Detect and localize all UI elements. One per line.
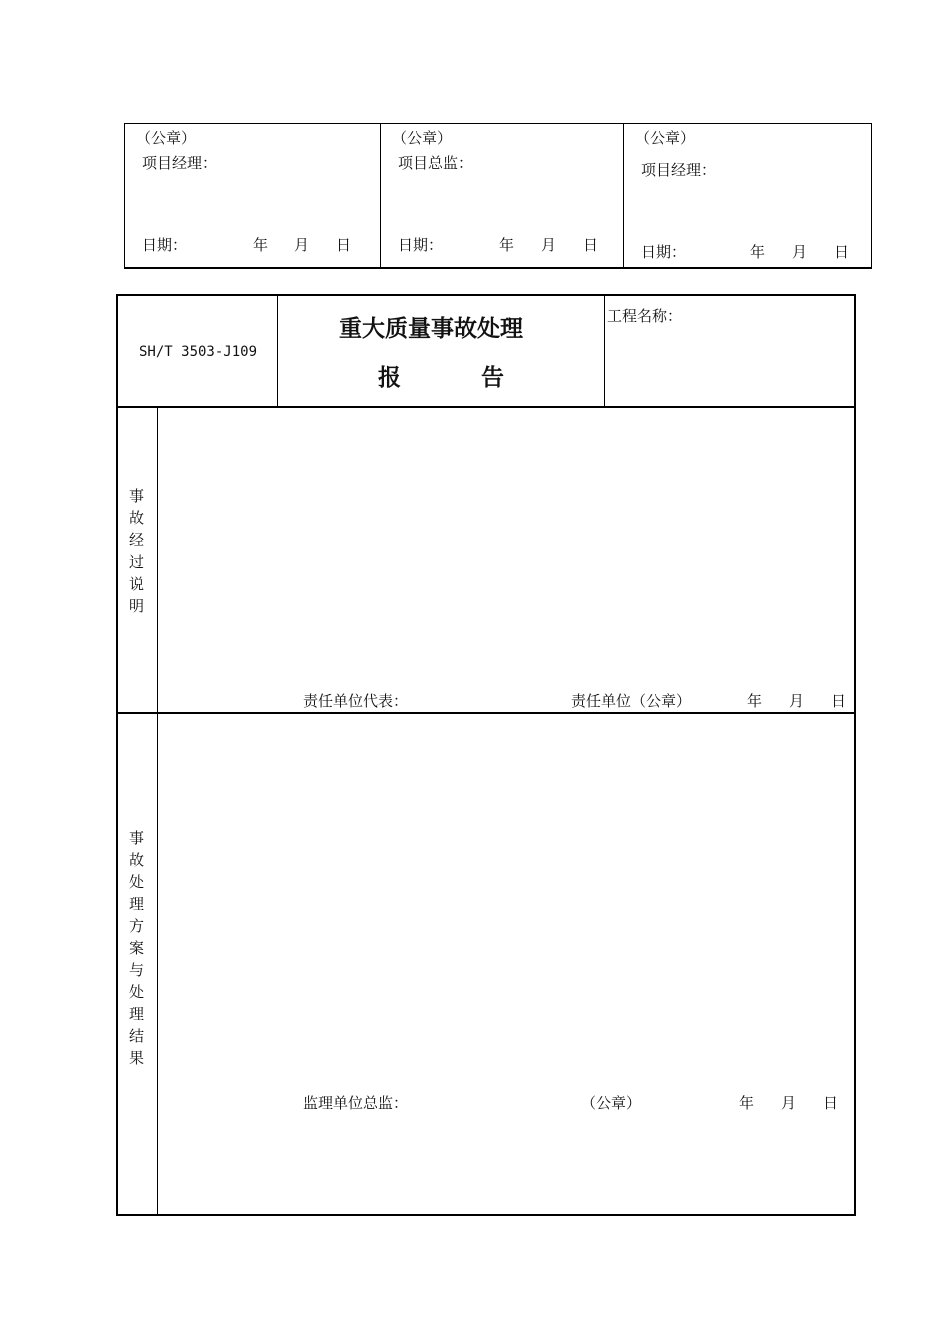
seal-label: （公章） [635,129,696,147]
month-label: 月 [541,236,557,254]
day-label: 日 [823,1094,839,1112]
responsible-seal-label: 责任单位（公章） [571,692,692,710]
day-label: 日 [834,243,850,261]
month-label: 月 [294,236,310,254]
year-label: 年 [253,236,269,254]
supervisor-label: 监理单位总监： [303,1094,409,1112]
role-label: 项目经理： [142,154,218,172]
seal-label: （公章） [136,129,197,147]
responsible-rep-label: 责任单位代表： [303,692,409,710]
form-code: SH/T 3503-J109 [139,344,258,360]
report-title-char-1: 报 [378,364,401,391]
month-label: 月 [781,1094,797,1112]
day-label: 日 [583,236,599,254]
project-name-label: 工程名称： [607,307,683,325]
year-label: 年 [750,243,766,261]
date-label: 日期： [641,243,687,261]
year-label: 年 [739,1094,755,1112]
role-label: 项目经理： [641,161,717,179]
seal-label: （公章） [392,129,453,147]
report-title-char-2: 告 [481,364,504,391]
year-label: 年 [747,692,763,710]
day-label: 日 [831,692,847,710]
day-label: 日 [336,236,352,254]
section-label-accident-process: 事故经过说明 [127,488,145,620]
date-label: 日期： [142,236,188,254]
handling-plan-field[interactable] [162,718,850,1088]
project-name-field[interactable] [610,330,848,400]
accident-process-field[interactable] [162,412,850,682]
role-label: 项目总监： [398,154,474,172]
year-label: 年 [499,236,515,254]
month-label: 月 [789,692,805,710]
supervisor-seal-label: （公章） [581,1094,642,1112]
report-title-line1: 重大质量事故处理 [339,315,523,342]
date-label: 日期： [398,236,444,254]
section-label-handling-plan: 事故处理方案与处理结果 [127,830,145,1072]
month-label: 月 [792,243,808,261]
